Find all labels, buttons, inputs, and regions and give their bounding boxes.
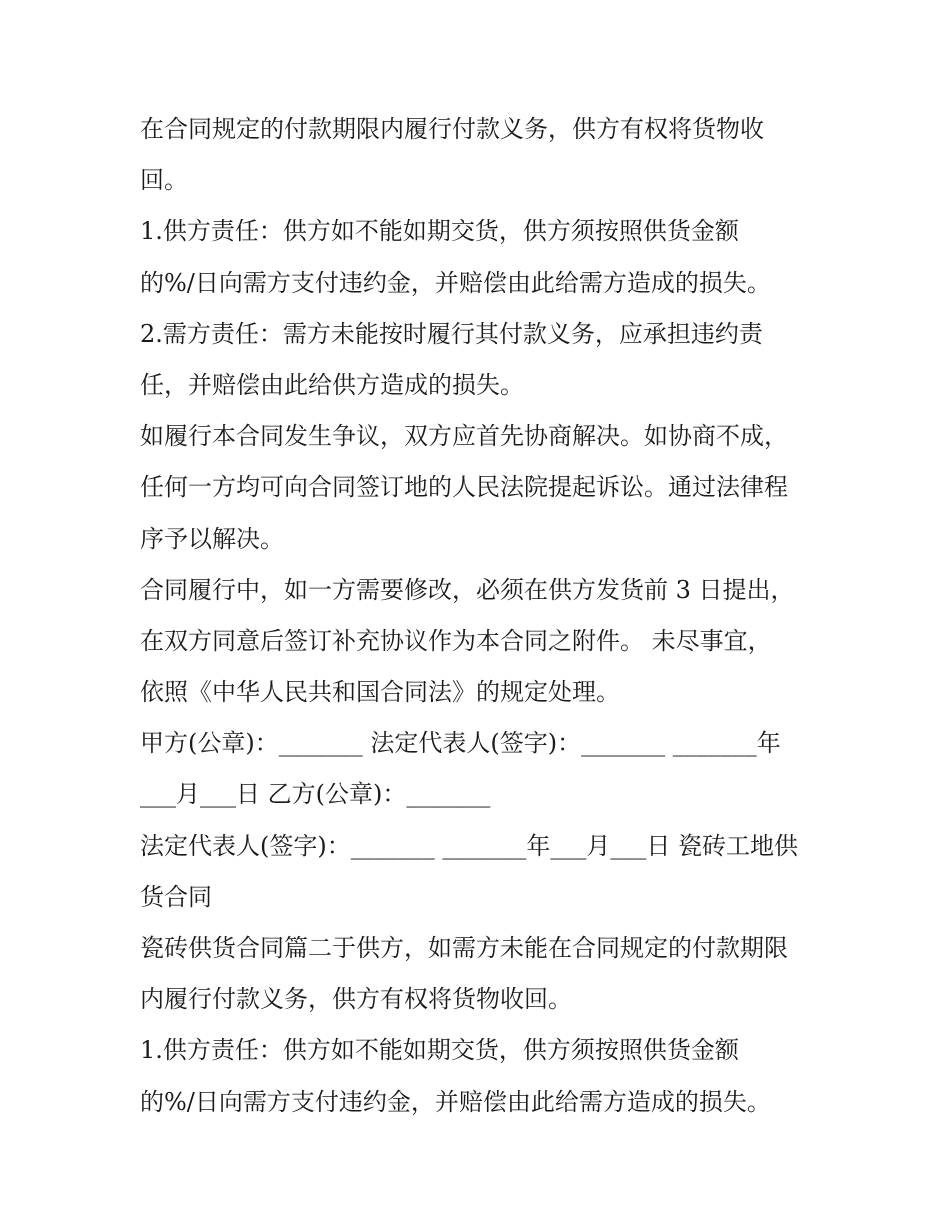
document-body — [140, 104, 840, 1128]
text-line: 序予以解决。 — [140, 524, 284, 553]
text-line: 内履行付款义务，供方有权将货物收回。 — [140, 985, 572, 1014]
text-line: 依照《中华人民共和国合同法》的规定处理。 — [140, 678, 620, 707]
text-line: 2.需方责任：需方未能按时履行其付款义务，应承担违约责 — [140, 319, 763, 348]
signature-line: 甲方(公章)：_______ 法定代表人(签字)：_______ _______年 — [140, 729, 781, 758]
text-line: 1.供方责任：供方如不能如期交货，供方须按照供货金额 — [140, 1036, 739, 1065]
text-line: 在双方同意后签订补充协议作为本合同之附件。 未尽事宜， — [140, 626, 772, 655]
text-line: 任，并赔偿由此给供方造成的损失。 — [140, 370, 524, 399]
text-line: 合同履行中，如一方需要修改，必须在供方发货前 3 日提出， — [140, 575, 795, 604]
text-line: 1.供方责任：供方如不能如期交货，供方须按照供货金额 — [140, 217, 739, 246]
text-line: 回。 — [140, 166, 188, 195]
text-line: 的%/日向需方支付违约金，并赔偿由此给需方造成的损失。 — [140, 1087, 771, 1116]
signature-line: 法定代表人(签字)：_______ _______年___月___日 瓷砖工地供 — [140, 831, 798, 860]
text-line: 在合同规定的付款期限内履行付款义务，供方有权将货物收 — [140, 115, 764, 143]
text-line: 的%/日向需方支付违约金，并赔偿由此给需方造成的损失。 — [140, 268, 771, 297]
signature-line: ___月___日 乙方(公章)：_______ — [140, 780, 491, 809]
text-line: 瓷砖供货合同篇二于供方，如需方未能在合同规定的付款期限 — [140, 934, 788, 962]
text-line: 任何一方均可向合同签订地的人民法院提起诉讼。通过法律程 — [140, 473, 788, 502]
text-line: 货合同 — [140, 882, 212, 911]
text-line: 如履行本合同发生争议，双方应首先协商解决。如协商不成， — [140, 422, 788, 451]
